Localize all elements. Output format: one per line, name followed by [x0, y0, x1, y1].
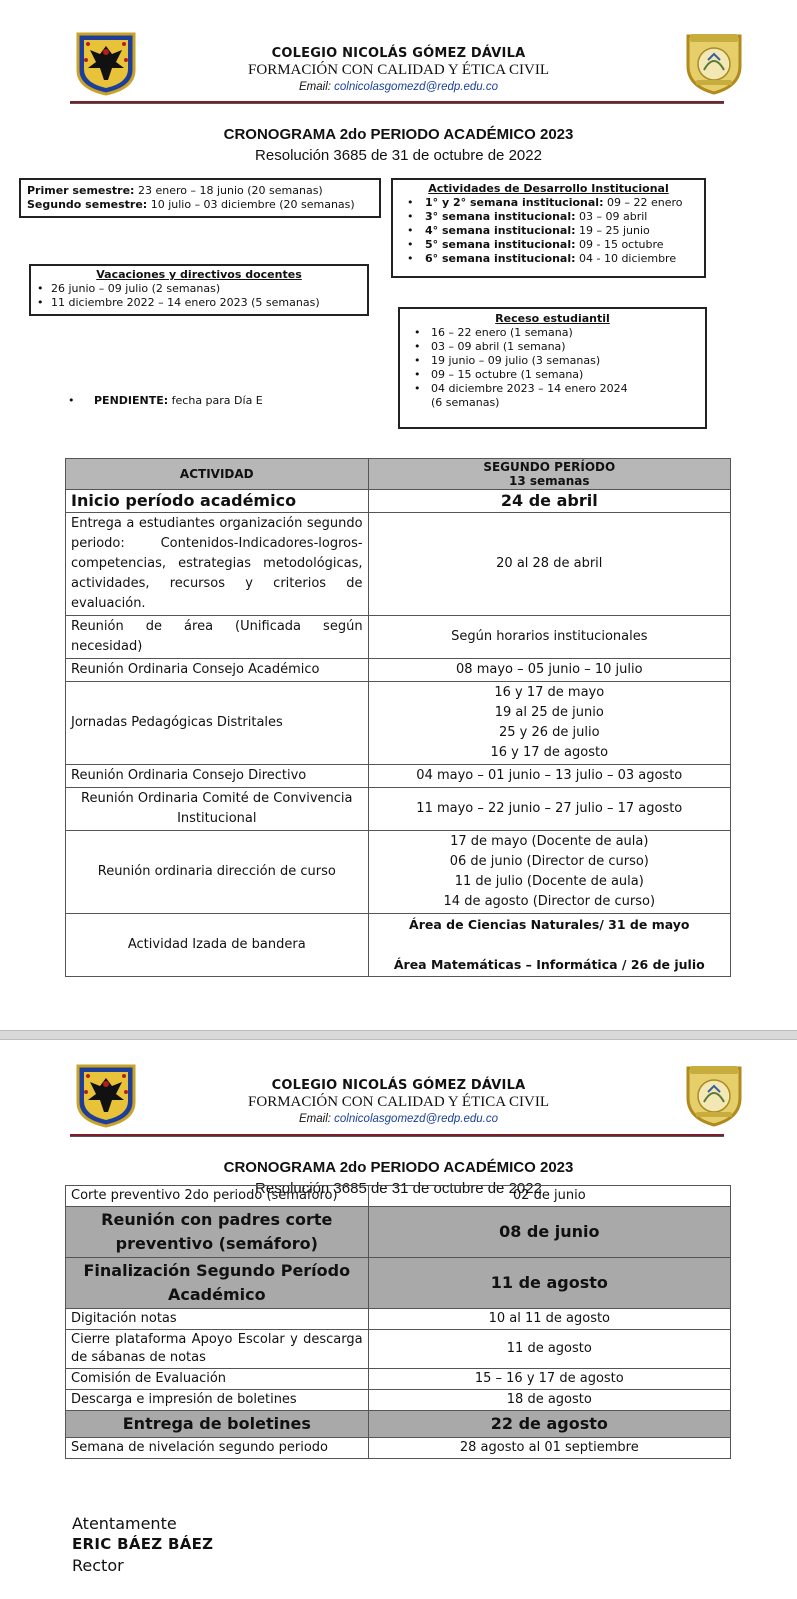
list-item: • 26 junio – 09 julio (2 semanas) [37, 282, 361, 296]
title-line-2: Resolución 3685 de 31 de octubre de 2022 [255, 147, 542, 164]
vacations-box [29, 264, 369, 316]
closing-text: Atentamente [72, 1514, 177, 1533]
table-row: Inicio período académico 24 de abril [66, 490, 731, 513]
page-header [0, 1078, 797, 1125]
recess-title: Receso estudiantil [495, 312, 610, 325]
list-item: • 03 – 09 abril (1 semana) [406, 340, 699, 354]
table-row: Reunión Ordinaria Consejo Directivo 04 mayo – 01 junio – 13 julio – 03 agosto [66, 765, 731, 788]
closing-schedule-table [65, 1185, 731, 1459]
table-row: Entrega a estudiantes organización segundo periodo: Contenidos-Indicadores-logros-competencias, estrategias metodológicas, actividades, recursos y criterios de evaluación. 20 al 28 de abril [66, 513, 731, 616]
table-row: Reunión Ordinaria Consejo Académico 08 mayo – 05 junio – 10 julio [66, 659, 731, 682]
list-item: • 09 – 15 octubre (1 semana) [406, 368, 699, 382]
document-title [0, 126, 797, 164]
column-header-activity: ACTIVIDAD [66, 459, 369, 490]
table-row: Finalización Segundo Período Académico 11 de agosto [66, 1258, 731, 1309]
table-row: Entrega de boletines 22 de agosto [66, 1411, 731, 1438]
list-item: • 16 – 22 enero (1 semana) [406, 326, 699, 340]
institutional-activities-box [391, 178, 706, 278]
student-recess-box [398, 307, 707, 429]
table-row: Reunión de área (Unificada según necesidad) Según horarios institucionales [66, 616, 731, 659]
email-label: Email: [299, 1113, 331, 1125]
school-motto: FORMACIÓN CON CALIDAD Y ÉTICA CIVIL [248, 1094, 549, 1110]
signer-role: Rector [72, 1556, 124, 1575]
first-semester: Primer semestre: 23 enero – 18 junio (20 semanas) [27, 184, 323, 197]
table-row: Reunión ordinaria dirección de curso 17 de mayo (Docente de aula) 06 de junio (Director de curso) 11 de julio (Docente de aula) 14 de agosto (Director de curso) [66, 831, 731, 914]
semesters-box [19, 178, 381, 218]
school-name: COLEGIO NICOLÁS GÓMEZ DÁVILA [271, 46, 526, 61]
list-item: • 04 diciembre 2023 – 14 enero 2024 [406, 382, 699, 396]
page-separator [0, 1030, 797, 1040]
table-row: Jornadas Pedagógicas Distritales 16 y 17 de mayo 19 al 25 de junio 25 y 26 de julio 16 y 17 de agosto [66, 682, 731, 765]
school-email [0, 1113, 797, 1125]
table-row: Descarga e impresión de boletines 18 de agosto [66, 1390, 731, 1411]
list-item: • 4° semana institucional: 19 – 25 junio [399, 224, 698, 238]
table-row: Digitación notas 10 al 11 de agosto [66, 1309, 731, 1330]
table-header-row [66, 459, 731, 490]
signer-name: ERIC BÁEZ BÁEZ [72, 1535, 214, 1553]
vacations-title: Vacaciones y directivos docentes [96, 268, 302, 281]
recess-continuation: (6 semanas) [431, 396, 500, 409]
school-email [0, 81, 797, 93]
title-line-2: Resolución 3685 de 31 de octubre de 2022 [255, 1180, 542, 1197]
table-row: Reunión con padres corte preventivo (semáforo) 08 de junio [66, 1207, 731, 1258]
title-line-1: CRONOGRAMA 2do PERIODO ACADÉMICO 2023 [223, 1159, 574, 1176]
table-row: Actividad Izada de bandera Área de Ciencias Naturales/ 31 de mayo Área Matemáticas – Informática / 26 de julio [66, 914, 731, 977]
page-header [0, 46, 797, 93]
email-link[interactable]: colnicolasgomezd@redp.edu.co [334, 1113, 498, 1125]
email-label: Email: [299, 81, 331, 93]
table-row: Comisión de Evaluación 15 – 16 y 17 de agosto [66, 1369, 731, 1390]
header-rule [70, 101, 724, 104]
email-link[interactable]: colnicolasgomezd@redp.edu.co [334, 81, 498, 93]
table-row: Corte preventivo 2do periodo (semáforo) 02 de junio [66, 1186, 731, 1207]
table-row: Cierre plataforma Apoyo Escolar y descarga de sábanas de notas 11 de agosto [66, 1330, 731, 1369]
pending-note: • PENDIENTE: fecha para Día E [72, 394, 263, 407]
table-row: Semana de nivelación segundo periodo 28 agosto al 01 septiembre [66, 1438, 731, 1459]
list-item: • 6° semana institucional: 04 - 10 diciembre [399, 252, 698, 266]
header-rule [70, 1134, 724, 1137]
list-item: • 1° y 2° semana institucional: 09 – 22 enero [399, 196, 698, 210]
list-item: • 5° semana institucional: 09 - 15 octubre [399, 238, 698, 252]
institutional-title: Actividades de Desarrollo Institucional [428, 182, 669, 195]
table-row: Reunión Ordinaria Comité de Convivencia Institucional 11 mayo – 22 junio – 27 julio – 17 agosto [66, 788, 731, 831]
column-header-period: SEGUNDO PERÍODO 13 semanas [368, 459, 730, 490]
schedule-table [65, 458, 731, 977]
school-motto: FORMACIÓN CON CALIDAD Y ÉTICA CIVIL [248, 62, 549, 78]
title-line-1: CRONOGRAMA 2do PERIODO ACADÉMICO 2023 [223, 126, 574, 143]
list-item: • 11 diciembre 2022 – 14 enero 2023 (5 semanas) [37, 296, 361, 310]
list-item: • 19 junio – 09 julio (3 semanas) [406, 354, 699, 368]
second-semester: Segundo semestre: 10 julio – 03 diciembre (20 semanas) [27, 198, 355, 211]
school-name: COLEGIO NICOLÁS GÓMEZ DÁVILA [271, 1078, 526, 1093]
signoff [72, 1513, 213, 1576]
list-item: • 3° semana institucional: 03 – 09 abril [399, 210, 698, 224]
